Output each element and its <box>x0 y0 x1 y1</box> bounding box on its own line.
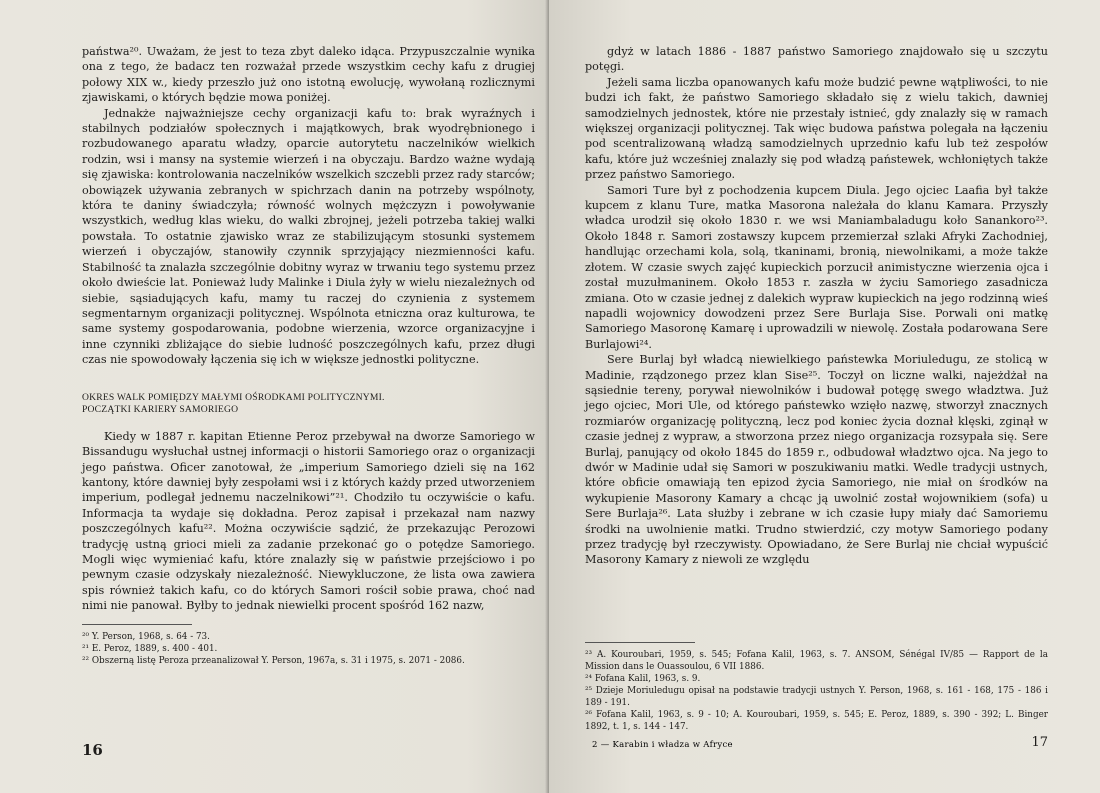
right-page <box>549 0 1100 793</box>
signature-mark: 2 — Karabin i władza w Afryce <box>592 740 733 750</box>
footnote-24: ²⁴ Fofana Kalil, 1963, s. 9. <box>585 674 701 684</box>
footnote-21: ²¹ E. Peroz, 1889, s. 400 - 401. <box>82 643 218 654</box>
page-number-left: 16 <box>82 741 103 759</box>
footnote-rule-left <box>82 624 192 625</box>
section-heading <box>82 392 535 417</box>
left-body-after-heading <box>82 429 535 614</box>
right-paragraph-2: Jeżeli sama liczba opanowanych kafu może budzić pewne wątpliwości, to nie budzi ich fakt, że państwo Samoriego składało się z wielu takich, dawniej samodzielnych jednostek, które nie przestały istnieć, gdy znalazły się w ramach większej organizacji politycznej. Tak więc budowa państwa polegała na łączeniu pod scentralizowaną władzą samodzielnych uprzednio kafu lub też zespołów kafu, które już wcześniej znalazły się pod władzą państewek, wchłoniętych także przez państwo Samoriego. <box>585 75 1048 182</box>
section-heading-line-2: POCZĄTKI KARIERY SAMORIEGO <box>82 404 239 416</box>
section-heading-line-1: OKRES WALK POMIĘDZY MAŁYMI OŚRODKAMI POLITYCZNYMI. <box>82 391 385 403</box>
right-footnotes <box>585 632 1048 733</box>
left-paragraph-3: Kiedy w 1887 r. kapitan Etienne Peroz przebywał na dworze Samoriego w Bissandugu wysłuchał ustnej informacji o historii Samoriego oraz o organizacji jego państwa. Oficer zanotował, że „imperium Samoriego dzieli się na 162 kantony, które dawniej były zespołami wsi i z których każdy przed utworzeniem imperium, podlegał jednemu naczelnikowi”²¹. Chodziło tu oczywiście o kafu. Informacja ta wydaje się dokładna. Peroz zapisał i przekazał nam nazwy poszczególnych kafu²². Można oczywiście sądzić, że przekazując Perozowi tradycję ustną grioci mieli za zadanie przekonać go o potędze Samoriego. Mogli więc wymieniać kafu, które znalazły się w państwie przejściowo i po pewnym czasie odzyskały niezależność. Niewykluczone, że lista owa zawiera spis również takich kafu, co do których Samori rościł sobie prawa, choć nad nimi nie panował. Byłby to jednak niewielki procent spośród 162 nazw, <box>82 429 535 613</box>
right-paragraph-4: Sere Burlaj był władcą niewielkiego państewka Moriuledugu, ze stolicą w Madinie, rządzonego przez klan Sise²⁵. Toczył on liczne walki, najeżdżał na sąsiednie tereny, porywał niewolników i budował potęgę swego władztwa. Już jego ojciec, Mori Ule, od którego państewko wzięło nazwę, stworzył znacznych rozmiarów organizację polityczną, lecz pod koniec życia doznał klęski, zginął w czasie jednej z wypraw, a stworzona przez niego organizacja rozsypała się. Sere Burlaj, panujący od około 1845 do 1859 r., odbudował władztwo ojca. Na jego to dwór w Madinie udał się Samori w poszukiwaniu matki. Wedle tradycji ustnych, które obficie omawiają ten epizod życia Samoriego, nie miał on środków na wykupienie Masorony Kamary a chcąc ją uwolnić został wojownikiem (sofa) u Sere Burlaja²⁶. Lata służby i zebrane w ich czasie łupy miały dać Samoriemu środki na uwolnienie matki. Trudno stwierdzić, czy motyw Samoriego podany przez tradycję był rzeczywisty. Opowiadano, że Sere Burlaj nie chciał wypuścić Masorony Kamary z niewoli ze względu <box>585 353 1048 567</box>
footnote-22: ²² Obszerną listę Peroza przeanalizował Y. Person, 1967a, s. 31 i 1975, s. 2071 - 2086. <box>82 655 465 666</box>
right-paragraph-3: Samori Ture był z pochodzenia kupcem Diula. Jego ojciec Laafia był także kupcem z klanu Ture, matka Masorona należała do klanu Kamara. Przyszły władca urodził się około 1830 r. we wsi Maniambaladugu koło Sanankoro²³. Około 1848 r. Samori zostawszy kupcem przemierzał szlaki Afryki Zachodniej, handlując orzechami kola, solą, tkaninami, bronią, niewolnikami, a może także złotem. W czasie swych zajęć kupieckich porzucił animistyczne wierzenia ojca i został muzułmaninem. Około 1853 r. zaszła w życiu Samoriego zasadnicza zmiana. Oto w czasie jednej z dalekich wypraw kupieckich na jego rodzinną wieś napadli wojownicy dowodzeni przez Sere Burlaja Sise. Porwali oni matkę Samoriego Masoronę Kamarę i uprowadzili w niewolę. Została podarowana Sere Burlajowi²⁴. <box>585 183 1048 351</box>
left-paragraph-2: Jednakże najważniejsze cechy organizacji kafu to: brak wyraźnych i stabilnych podziałów społecznych i majątkowych, brak wyodrębnionego i rozbudowanego aparatu władzy, oparcie autorytetu naczelników wielkich rodzin, wsi i mansy na systemie wierzeń i na obyczaju. Bardzo ważne wydają się zjawiska: kontrolowania naczelników wszelkich szczebli przez rady starców; obowiązek używania zebranych w spichrzach danin na potrzeby wspólnoty, która te daniny świadczyła; równość wolnych mężczyzn i powoływanie wszystkich, według klas wieku, do walki zbrojnej, jeżeli potrzeba takiej walki powstała. To ostatnie zjawisko wraz ze stabilizującym stosunki systemem wierzeń i obyczajów, stanowiły czynnik sprzyjający niezmienności kafu. Stabilność ta znalazła szczególnie dobitny wyraz w trwaniu tego systemu przez około dwieście lat. Ponieważ ludy Malinke i Diula żyły w wielu niezależnych od siebie, sąsiadujących kafu, mamy tu raczej do czynienia z systemem segmentarnym organizacji politycznej. Wspólnota etniczna oraz kulturowa, te same systemy gospodarowania, podobne wierzenia, wzorce organizacyjne i inne czynniki zbliżające do siebie ludność poszczególnych kafu, przez długi czas nie spowodowały łączenia się ich w większe jednostki polityczne. <box>82 106 535 367</box>
footnote-rule-right <box>585 642 695 643</box>
left-page <box>0 0 549 793</box>
right-body <box>585 44 1048 568</box>
footnote-20: ²⁰ Y. Person, 1968, s. 64 - 73. <box>82 631 210 642</box>
footnote-26: ²⁶ Fofana Kalil, 1963, s. 9 - 10; A. Kouroubari, 1959, s. 545; E. Peroz, 1889, s. 390 - 392; L. Binger 1892, t. 1, s. 144 - 147. <box>585 710 1048 732</box>
left-body <box>82 44 535 368</box>
left-footnotes <box>82 631 535 667</box>
page-number-right: 17 <box>1031 735 1048 750</box>
right-paragraph-1: gdyż w latach 1886 - 1887 państwo Samoriego znajdowało się u szczytu potęgi. <box>585 45 1048 74</box>
footnote-25: ²⁵ Dzieje Moriuledugu opisał na podstawie tradycji ustnych Y. Person, 1968, s. 161 - 168, 175 - 186 i 189 - 191. <box>585 686 1048 708</box>
left-paragraph-1: państwa²⁰. Uważam, że jest to teza zbyt daleko idąca. Przypuszczalnie wynika ona z tego, że badacz ten rozważał przede wszystkim cechy kafu z drugiej połowy XIX w., kiedy przeszło już ono istotną ewolucję, wywołaną rozlicznymi zjawiskami, o których będzie mowa poniżej. <box>82 45 535 105</box>
footnote-23: ²³ A. Kouroubari, 1959, s. 545; Fofana Kalil, 1963, s. 7. ANSOM, Sénégal IV/85 — Rapport de la Mission dans le Ouassoulou, 6 VII 1886. <box>585 650 1048 672</box>
